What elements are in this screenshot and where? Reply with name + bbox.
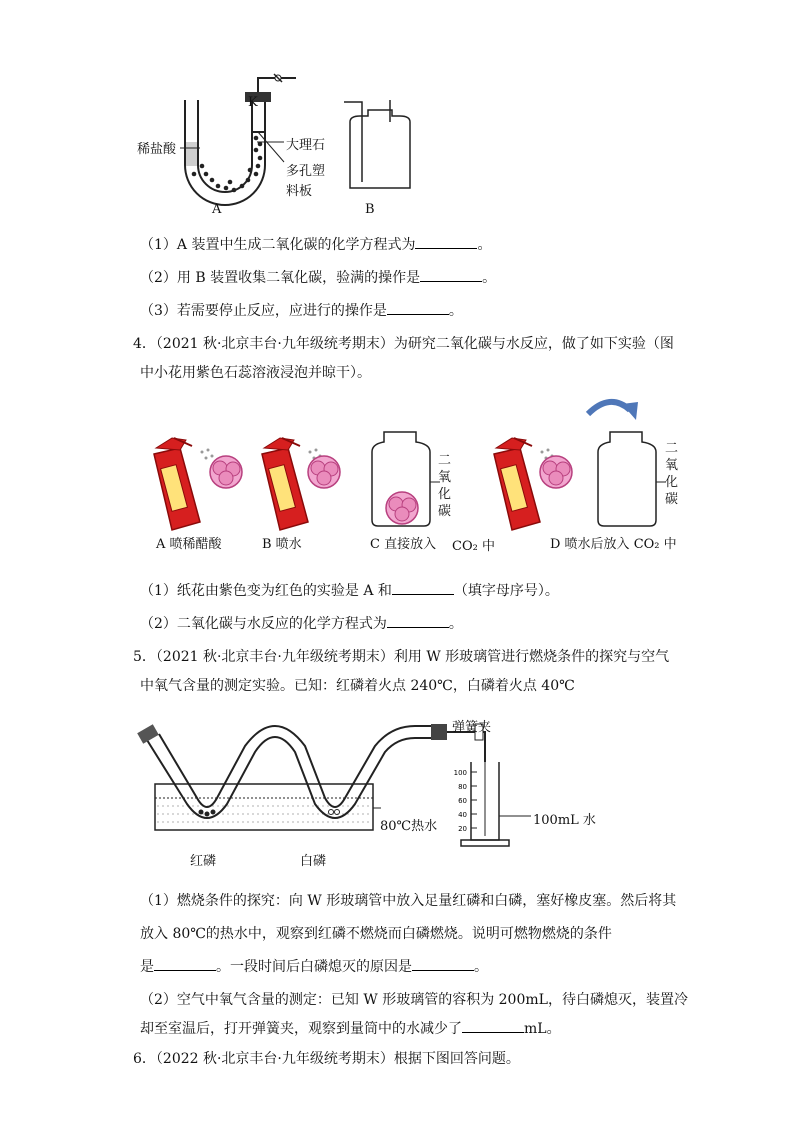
q5-part1-line2: 放入 80℃的热水中，观察到红磷不燃烧而白磷燃烧。说明可燃物燃烧的条件: [140, 926, 612, 942]
label-marble: 大理石: [286, 138, 326, 153]
figure-flower-experiment: [140, 392, 690, 532]
answer-blank[interactable]: [415, 234, 477, 249]
sprayer-a: [154, 438, 200, 530]
caption-a: A: [212, 202, 222, 217]
w-tube: [147, 737, 433, 818]
q3-part1: （1）A 装置中生成二氧化碳的化学方程式为 。: [140, 234, 491, 254]
answer-blank[interactable]: [392, 580, 454, 595]
tick-60: 60: [458, 797, 467, 805]
answer-blank[interactable]: [412, 956, 474, 971]
q3-part2: （2）用 B 装置收集二氧化碳，验满的操作是 。: [140, 267, 496, 287]
q4-stem-1: 4．（2021 秋·北京丰台·九年级统考期末）为研究二氧化碳与水反应，做了如下实验（图: [133, 336, 674, 352]
flower-c: [386, 492, 418, 524]
jar-d: [598, 432, 656, 526]
q5-stem-2: 中氧气含量的测定实验。已知：红磷着火点 240℃，白磷着火点 40℃: [140, 678, 575, 694]
label-red-phosphorus: 红磷: [190, 854, 217, 869]
tick-100: 100: [453, 769, 467, 777]
tick-40: 40: [458, 811, 467, 819]
label-white-phosphorus: 白磷: [300, 854, 327, 869]
q5-part2-line1: （2）空气中氧气含量的测定：已知 W 形玻璃管的容积为 200mL，待白磷熄灭，装置冷: [140, 992, 688, 1008]
flower-d: [540, 456, 572, 488]
hot-water-bath: [155, 784, 373, 830]
q6-stem: 6．（2022 秋·北京丰台·九年级统考期末）根据下图回答问题。: [133, 1051, 520, 1067]
label-k: K: [248, 95, 258, 110]
red-phosphorus: [199, 810, 216, 817]
caption-spray-water: B 喷水: [262, 537, 302, 552]
caption-direct: C 直接放入: [370, 537, 437, 552]
answer-blank[interactable]: [387, 613, 449, 628]
answer-blank[interactable]: [387, 300, 449, 315]
flower-b: [308, 456, 340, 488]
figure-w-tube: [135, 712, 555, 862]
answer-blank[interactable]: [420, 267, 482, 282]
label-acid: 稀盐酸: [137, 142, 177, 157]
sprayer-d: [494, 438, 540, 530]
gas-label-c: 二 氧 化 碳: [438, 453, 452, 519]
q4-part2: （2）二氧化碳与水反应的化学方程式为 。: [140, 613, 463, 633]
flower-a: [210, 456, 242, 488]
label-plate-2: 料板: [286, 184, 313, 199]
label-spring-clip: 弹簧夹: [452, 720, 492, 735]
answer-blank[interactable]: [154, 956, 216, 971]
spray-mist-a: [201, 449, 214, 460]
q5-part2-line2: 却至室温后，打开弹簧夹，观察到量筒中的水减少了 mL。: [140, 1018, 561, 1038]
caption-spray-acid: A 喷稀醋酸: [156, 537, 222, 552]
label-water: 100mL 水: [533, 813, 596, 828]
gas-label-d: 二 氧 化 碳: [665, 441, 679, 507]
sprayer-b: [262, 438, 308, 530]
caption-b: B: [365, 202, 375, 217]
gas-bottle-b: [350, 110, 410, 188]
q4-stem-2: 中小花用紫色石蕊溶液浸泡并晾干）。: [140, 365, 371, 381]
arrow-icon: [588, 402, 630, 414]
answer-blank[interactable]: [462, 1018, 524, 1033]
caption-direct-co2: CO₂ 中: [452, 539, 495, 554]
q5-part1-line1: （1）燃烧条件的探究：向 W 形玻璃管中放入足量红磷和白磷，塞好橡皮塞。然后将其: [140, 893, 677, 909]
q5-stem-1: 5．（2021 秋·北京丰台·九年级统考期末）利用 W 形玻璃管进行燃烧条件的探究与空气: [133, 649, 670, 665]
q5-part1-line3: 是 。一段时间后白磷熄灭的原因是 。: [140, 956, 488, 976]
caption-water-co2: D 喷水后放入 CO₂ 中: [550, 537, 677, 552]
tick-20: 20: [458, 825, 467, 833]
q3-part3: （3）若需要停止反应，应进行的操作是 。: [140, 300, 463, 320]
tick-80: 80: [458, 783, 467, 791]
q4-part1: （1）纸花由紫色变为红色的实验是 A 和 （填字母序号）。: [140, 580, 559, 600]
label-plate-1: 多孔塑: [286, 164, 326, 179]
label-hot-water: 80℃热水: [380, 819, 438, 834]
